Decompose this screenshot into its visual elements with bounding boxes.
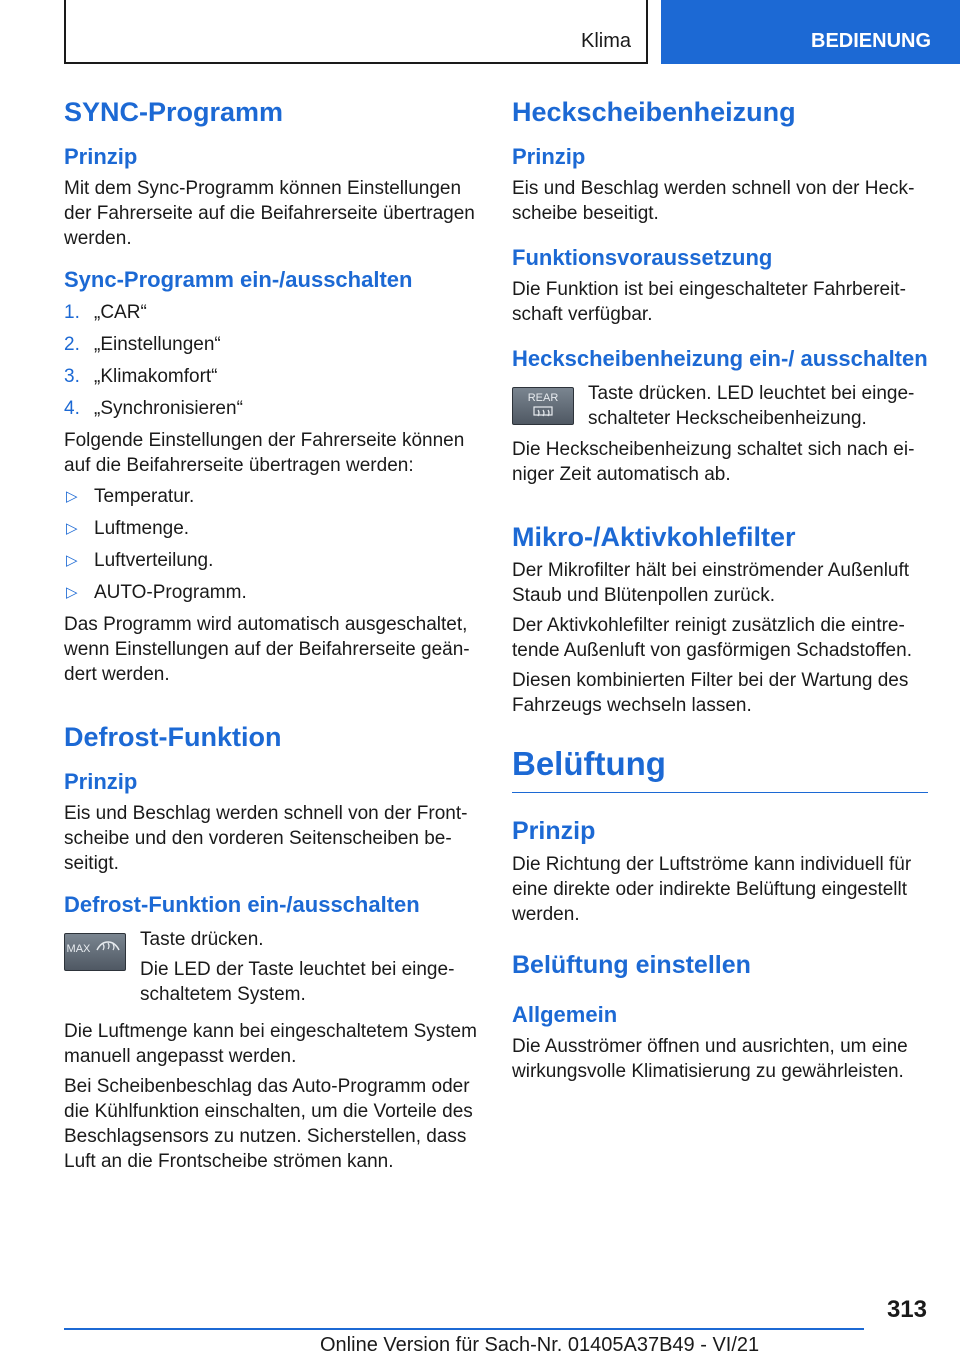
bullet-text: Temperatur. — [94, 486, 195, 507]
header-section-box — [64, 0, 648, 64]
sync-prinzip-heading: Prinzip — [64, 144, 138, 169]
heck-prinzip-text: Eis und Beschlag werden schnell von der Heckscheibe beseitigt. — [512, 178, 915, 224]
list-item — [64, 516, 478, 541]
list-item — [64, 300, 478, 325]
sync-bullets-list — [64, 484, 478, 605]
step-text: „CAR“ — [94, 302, 147, 323]
footer-online-version: Online Version für Sach-Nr. 01405A37B49 - VI/21 — [320, 1334, 760, 1356]
step-number: 3. — [64, 366, 80, 387]
list-item — [64, 580, 478, 605]
step-number: 2. — [64, 334, 80, 355]
triangle-bullet-icon: ▷ — [66, 552, 78, 569]
bel-allgemein-text: Die Ausströmer öffnen und ausrichten, um eine wirkungsvolle Klimatisierung zu gewährleisten. — [512, 1036, 908, 1082]
sync-list-intro: Folgende Einstellungen der Fahrerseite können auf die Beifahrerseite übertragen werden: — [64, 430, 465, 476]
defrost-btn-led: Die LED der Taste leuchtet bei eingeschaltetem System. — [140, 959, 455, 1005]
bel-prinzip-text: Die Richtung der Luftströme kann individuell für eine direkte oder indirekte Belüftung eingestellt werden. — [512, 854, 912, 925]
triangle-bullet-icon: ▷ — [66, 520, 78, 537]
filter-text-3: Diesen kombinierten Filter bei der Wartung des Fahrzeugs wechseln lassen. — [512, 670, 909, 716]
bullet-text: Luftverteilung. — [94, 550, 214, 571]
defrost-fog-text: Bei Scheibenbeschlag das Auto-Programm oder die Kühlfunktion einschalten, um die Vorteile des Beschlagsensors zu nutzen. Sicherstellen, dass Luft an die Frontscheibe strömen kann. — [64, 1076, 473, 1172]
defrost-wave-icon — [93, 938, 123, 952]
sync-onoff-heading: Sync-Programm ein-/ausschalten — [64, 267, 413, 292]
right-column — [512, 96, 928, 1084]
bullet-text: AUTO-Programm. — [94, 582, 247, 603]
filter-text-2: Der Aktivkohlefilter reinigt zusätzlich die eintretende Außenluft von gasförmigen Schadstoffen. — [512, 615, 912, 661]
step-text: „Synchronisieren“ — [94, 398, 243, 419]
defrost-prinzip-text: Eis und Beschlag werden schnell von der Frontscheibe und den vorderen Seitenscheiben beseitigt. — [64, 803, 468, 874]
max-defrost-button-icon — [64, 933, 126, 971]
heck-title: Heckscheibenheizung — [512, 97, 796, 127]
list-item — [64, 396, 478, 421]
heck-button-row — [512, 381, 928, 431]
step-text: „Klimakomfort“ — [94, 366, 218, 387]
filter-text-1: Der Mikrofilter hält bei einströmender Außenluft Staub und Blütenpollen zurück. — [512, 560, 910, 606]
rear-defrost-button-icon — [512, 387, 574, 425]
heck-btn-step: Taste drücken. LED leuchtet bei eingeschalteter Heckscheibenheizung. — [588, 383, 915, 429]
step-text: „Einstellungen“ — [94, 334, 221, 355]
rear-heating-icon — [528, 405, 558, 419]
defrost-airflow-text: Die Luftmenge kann bei eingeschaltetem System manuell angepasst werden. — [64, 1021, 477, 1067]
triangle-bullet-icon: ▷ — [66, 488, 78, 505]
step-number: 4. — [64, 398, 80, 419]
heck-prinzip-heading: Prinzip — [512, 144, 586, 169]
defrost-button-row — [64, 927, 478, 1007]
rear-label: REAR — [527, 392, 559, 404]
max-label: MAX — [66, 943, 91, 955]
step-number: 1. — [64, 302, 80, 323]
bel-einstellen-heading: Belüftung einstellen — [512, 951, 751, 979]
triangle-bullet-icon: ▷ — [66, 584, 78, 601]
heck-func-heading: Funktionsvoraussetzung — [512, 245, 773, 270]
defrost-prinzip-heading: Prinzip — [64, 769, 138, 794]
sync-auto-off-text: Das Programm wird automatisch ausgeschaltet, wenn Einstellungen auf der Beifahrerseite geändert werden. — [64, 614, 470, 685]
header-chapter-title: BEDIENUNG — [811, 30, 932, 52]
list-item — [64, 484, 478, 509]
list-item — [64, 332, 478, 357]
belueftung-title: Belüftung — [512, 744, 928, 793]
sync-prinzip-text: Mit dem Sync-Programm können Einstellungen der Fahrerseite auf die Beifahrerseite übertragen werden. — [64, 178, 475, 249]
defrost-btn-step: Taste drücken. — [140, 929, 264, 950]
defrost-onoff-heading: Defrost-Funktion ein-/ausschalten — [64, 892, 420, 917]
page-number: 313 — [886, 1296, 927, 1323]
bel-allgemein-heading: Allgemein — [512, 1002, 618, 1027]
footer-divider — [64, 1328, 864, 1330]
sync-title: SYNC-Programm — [64, 97, 284, 127]
defrost-button-text — [140, 927, 478, 1007]
left-column — [64, 96, 478, 1174]
bel-prinzip-heading: Prinzip — [512, 817, 596, 845]
filter-title: Mikro-/Aktivkohlefilter — [512, 522, 796, 552]
heck-onoff-heading: Heckscheibenheizung ein-/ ausschalten — [512, 346, 928, 371]
bullet-text: Luftmenge. — [94, 518, 190, 539]
heck-func-text: Die Funktion ist bei eingeschalteter Fahrbereitschaft verfügbar. — [512, 279, 906, 325]
heck-button-text — [588, 381, 928, 431]
list-item — [64, 364, 478, 389]
list-item — [64, 548, 478, 573]
defrost-title: Defrost-Funktion — [64, 722, 282, 752]
header-chapter-tab — [661, 0, 960, 64]
sync-steps-list — [64, 300, 478, 421]
header-section-title: Klima — [580, 30, 631, 52]
heck-auto-text: Die Heckscheibenheizung schaltet sich nach einiger Zeit automatisch ab. — [512, 439, 915, 485]
